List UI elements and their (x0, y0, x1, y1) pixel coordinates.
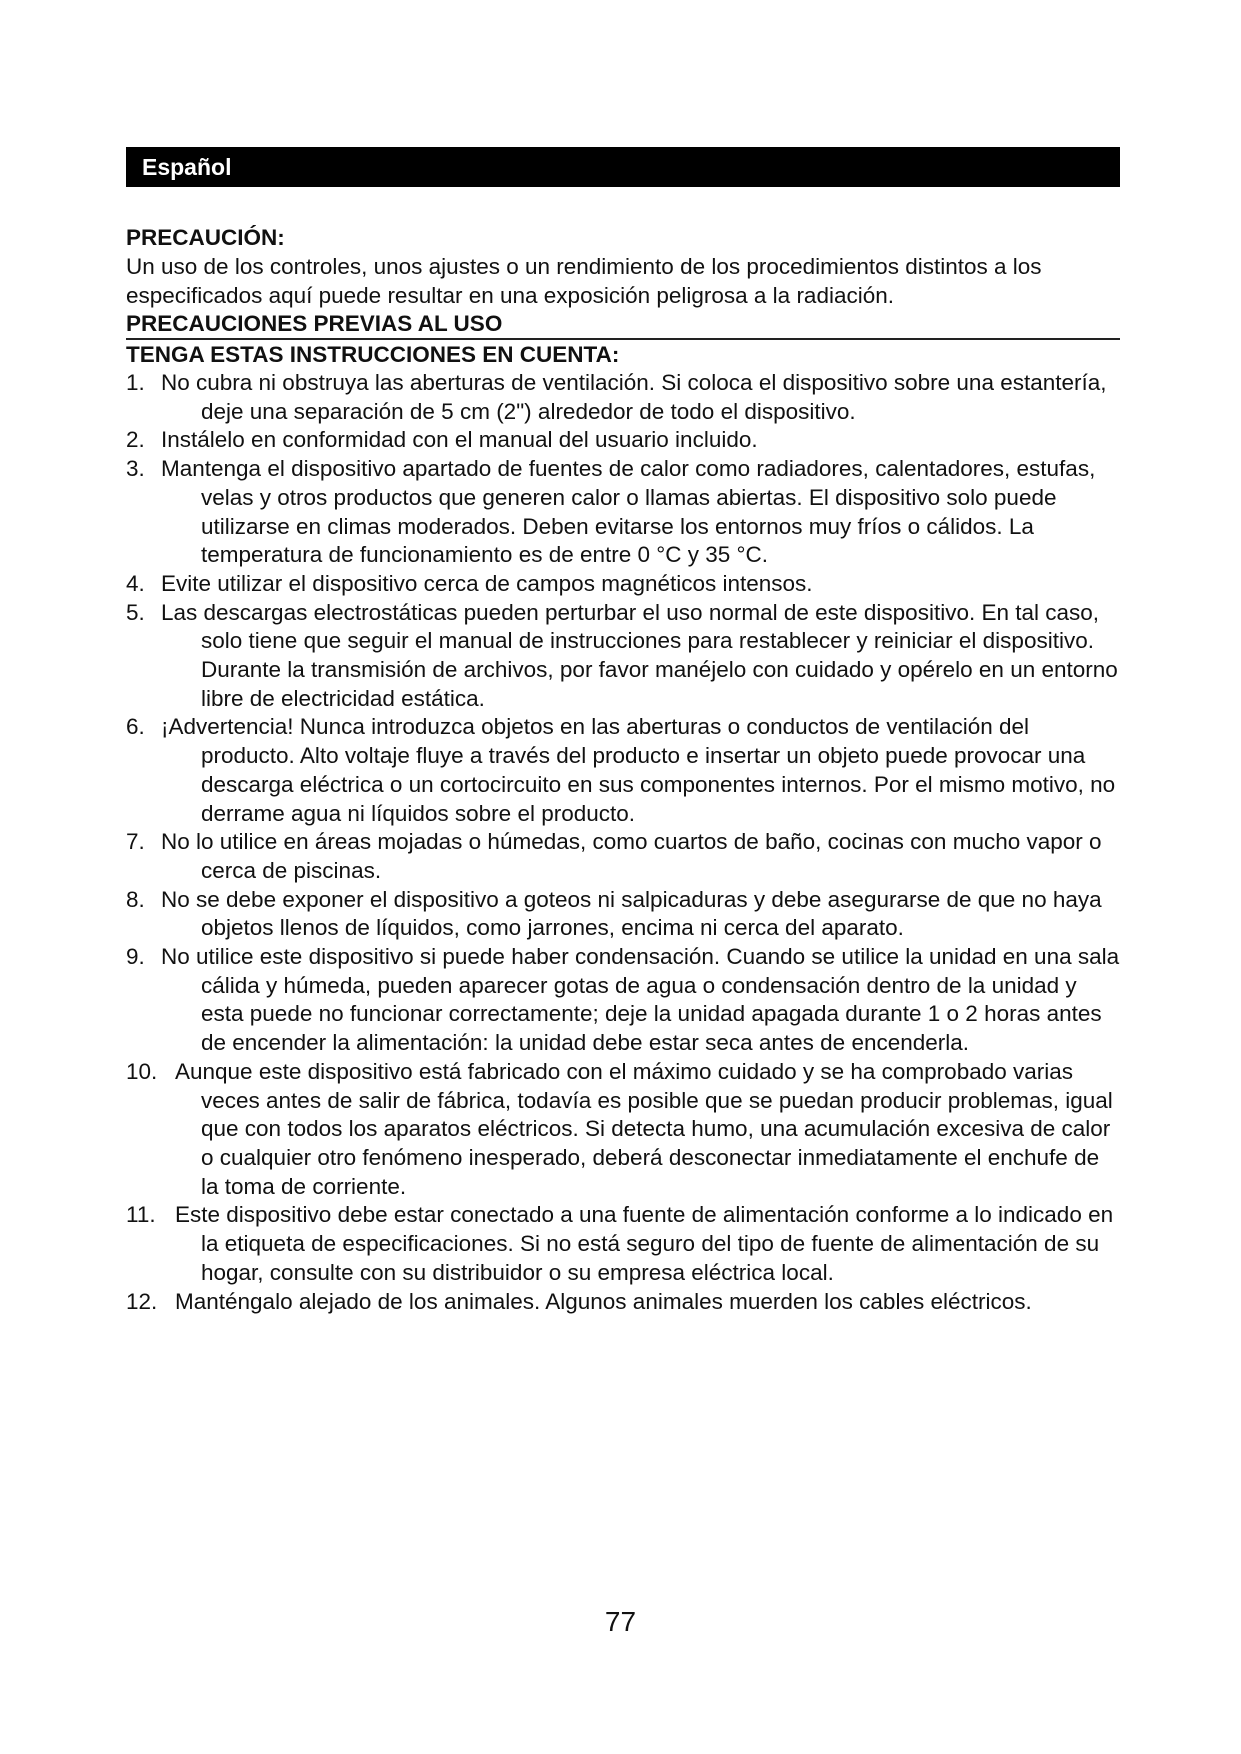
list-item (126, 828, 1120, 885)
list-item-number: 1. (126, 370, 145, 395)
list-item (126, 570, 1120, 599)
list-item-number: 12. (126, 1288, 158, 1314)
list-item (126, 943, 1120, 1058)
list-item-text: Manténgalo alejado de los animales. Algunos animales muerden los cables eléctricos. (175, 1288, 1032, 1314)
list-item (126, 886, 1120, 943)
list-item-number: 4. (126, 570, 145, 596)
list-item-text: No cubra ni obstruya las aberturas de ventilación. Si coloca el dispositivo sobre una estantería, deje una separación de 5 cm (2") alrededor de todo el dispositivo. (161, 370, 1107, 424)
caution-title: PRECAUCIÓN: (126, 225, 285, 250)
list-item-text: No utilice este dispositivo si puede haber condensación. Cuando se utilice la unidad en una sala cálida y húmeda, pueden aparecer gotas de agua o condensación dentro de la unidad y esta puede no funcionar correctamente; deje la unidad apagada durante 1 o 2 horas antes de encender la alimentación: la unidad debe estar seca antes de encenderla. (161, 944, 1120, 1056)
list-item-number: 10. (126, 1058, 158, 1084)
list-item-number: 9. (126, 944, 145, 970)
instructions-subtitle: TENGA ESTAS INSTRUCCIONES EN CUENTA: (126, 342, 620, 367)
list-item (126, 455, 1120, 570)
list-item-number: 7. (126, 829, 145, 855)
list-item (126, 426, 1120, 455)
list-item (126, 599, 1120, 714)
page-number: 77 (604, 1606, 637, 1637)
document-page (126, 147, 1120, 1316)
list-item-number: 11. (126, 1202, 156, 1228)
list-item (126, 1288, 1120, 1317)
list-item-text: ¡Advertencia! Nunca introduzca objetos en las aberturas o conductos de ventilación del producto. Alto voltaje fluye a través del producto e insertar un objeto puede provocar una descarga eléctrica o un cortocircuito en sus componentes internos. Por el mismo motivo, no derrame agua ni líquidos sobre el producto. (161, 714, 1116, 826)
list-item-text: No se debe exponer el dispositivo a goteos ni salpicaduras y debe asegurarse de que no haya objetos llenos de líquidos, como jarrones, encima ni cerca del aparato. (161, 886, 1102, 941)
list-item-number: 6. (126, 714, 145, 740)
list-item-text: No lo utilice en áreas mojadas o húmedas, como cuartos de baño, cocinas con mucho vapor o cerca de piscinas. (161, 829, 1102, 883)
language-header: Español (126, 147, 1120, 187)
list-item-text: Instálelo en conformidad con el manual del usuario incluido. (161, 427, 758, 453)
list-item (126, 369, 1120, 426)
list-item-number: 3. (126, 456, 145, 482)
precautions-title: PRECAUCIONES PREVIAS AL USO (126, 310, 1120, 340)
list-item-text: Mantenga el dispositivo apartado de fuentes de calor como radiadores, calentadores, estufas, velas y otros productos que generen calor o llamas abiertas. El dispositivo solo puede utilizarse en climas moderados. Deben evitarse los entornos muy fríos o cálidos. La temperatura de funcionamiento es de entre 0 °C y 35 °C. (161, 456, 1096, 568)
list-item-number: 8. (126, 886, 145, 912)
list-item-text: Este dispositivo debe estar conectado a una fuente de alimentación conforme a lo indicado en la etiqueta de especificaciones. Si no está seguro del tipo de fuente de alimentación de su hogar, consulte con su distribuidor o su empresa eléctrica local. (175, 1202, 1114, 1285)
list-item (126, 713, 1120, 828)
list-item-text: Evite utilizar el dispositivo cerca de campos magnéticos intensos. (161, 570, 813, 596)
list-item (126, 1201, 1120, 1287)
list-item-text: Aunque este dispositivo está fabricado con el máximo cuidado y se ha comprobado varias veces antes de salir de fábrica, todavía es posible que se puedan producir problemas, igual que con todos los aparatos eléctricos. Si detecta humo, una acumulación excesiva de calor o cualquier otro fenómeno inesperado, deberá desconectar inmediatamente el enchufe de la toma de corriente. (175, 1058, 1113, 1199)
list-item (126, 1058, 1120, 1202)
list-item-number: 2. (126, 427, 145, 453)
list-item-text: Las descargas electrostáticas pueden perturbar el uso normal de este dispositivo. En tal caso, solo tiene que seguir el manual de instrucciones para restablecer y reiniciar el dispositivo. Durante la transmisión de archivos, por favor manéjelo con cuidado y opérelo en un entorno libre de electricidad estática. (161, 599, 1118, 711)
list-item-number: 5. (126, 599, 145, 625)
caution-text: Un uso de los controles, unos ajustes o un rendimiento de los procedimientos distintos a los especificados aquí puede resultar en una exposición peligrosa a la radiación. (126, 254, 1042, 308)
precautions-list (126, 369, 1120, 1316)
